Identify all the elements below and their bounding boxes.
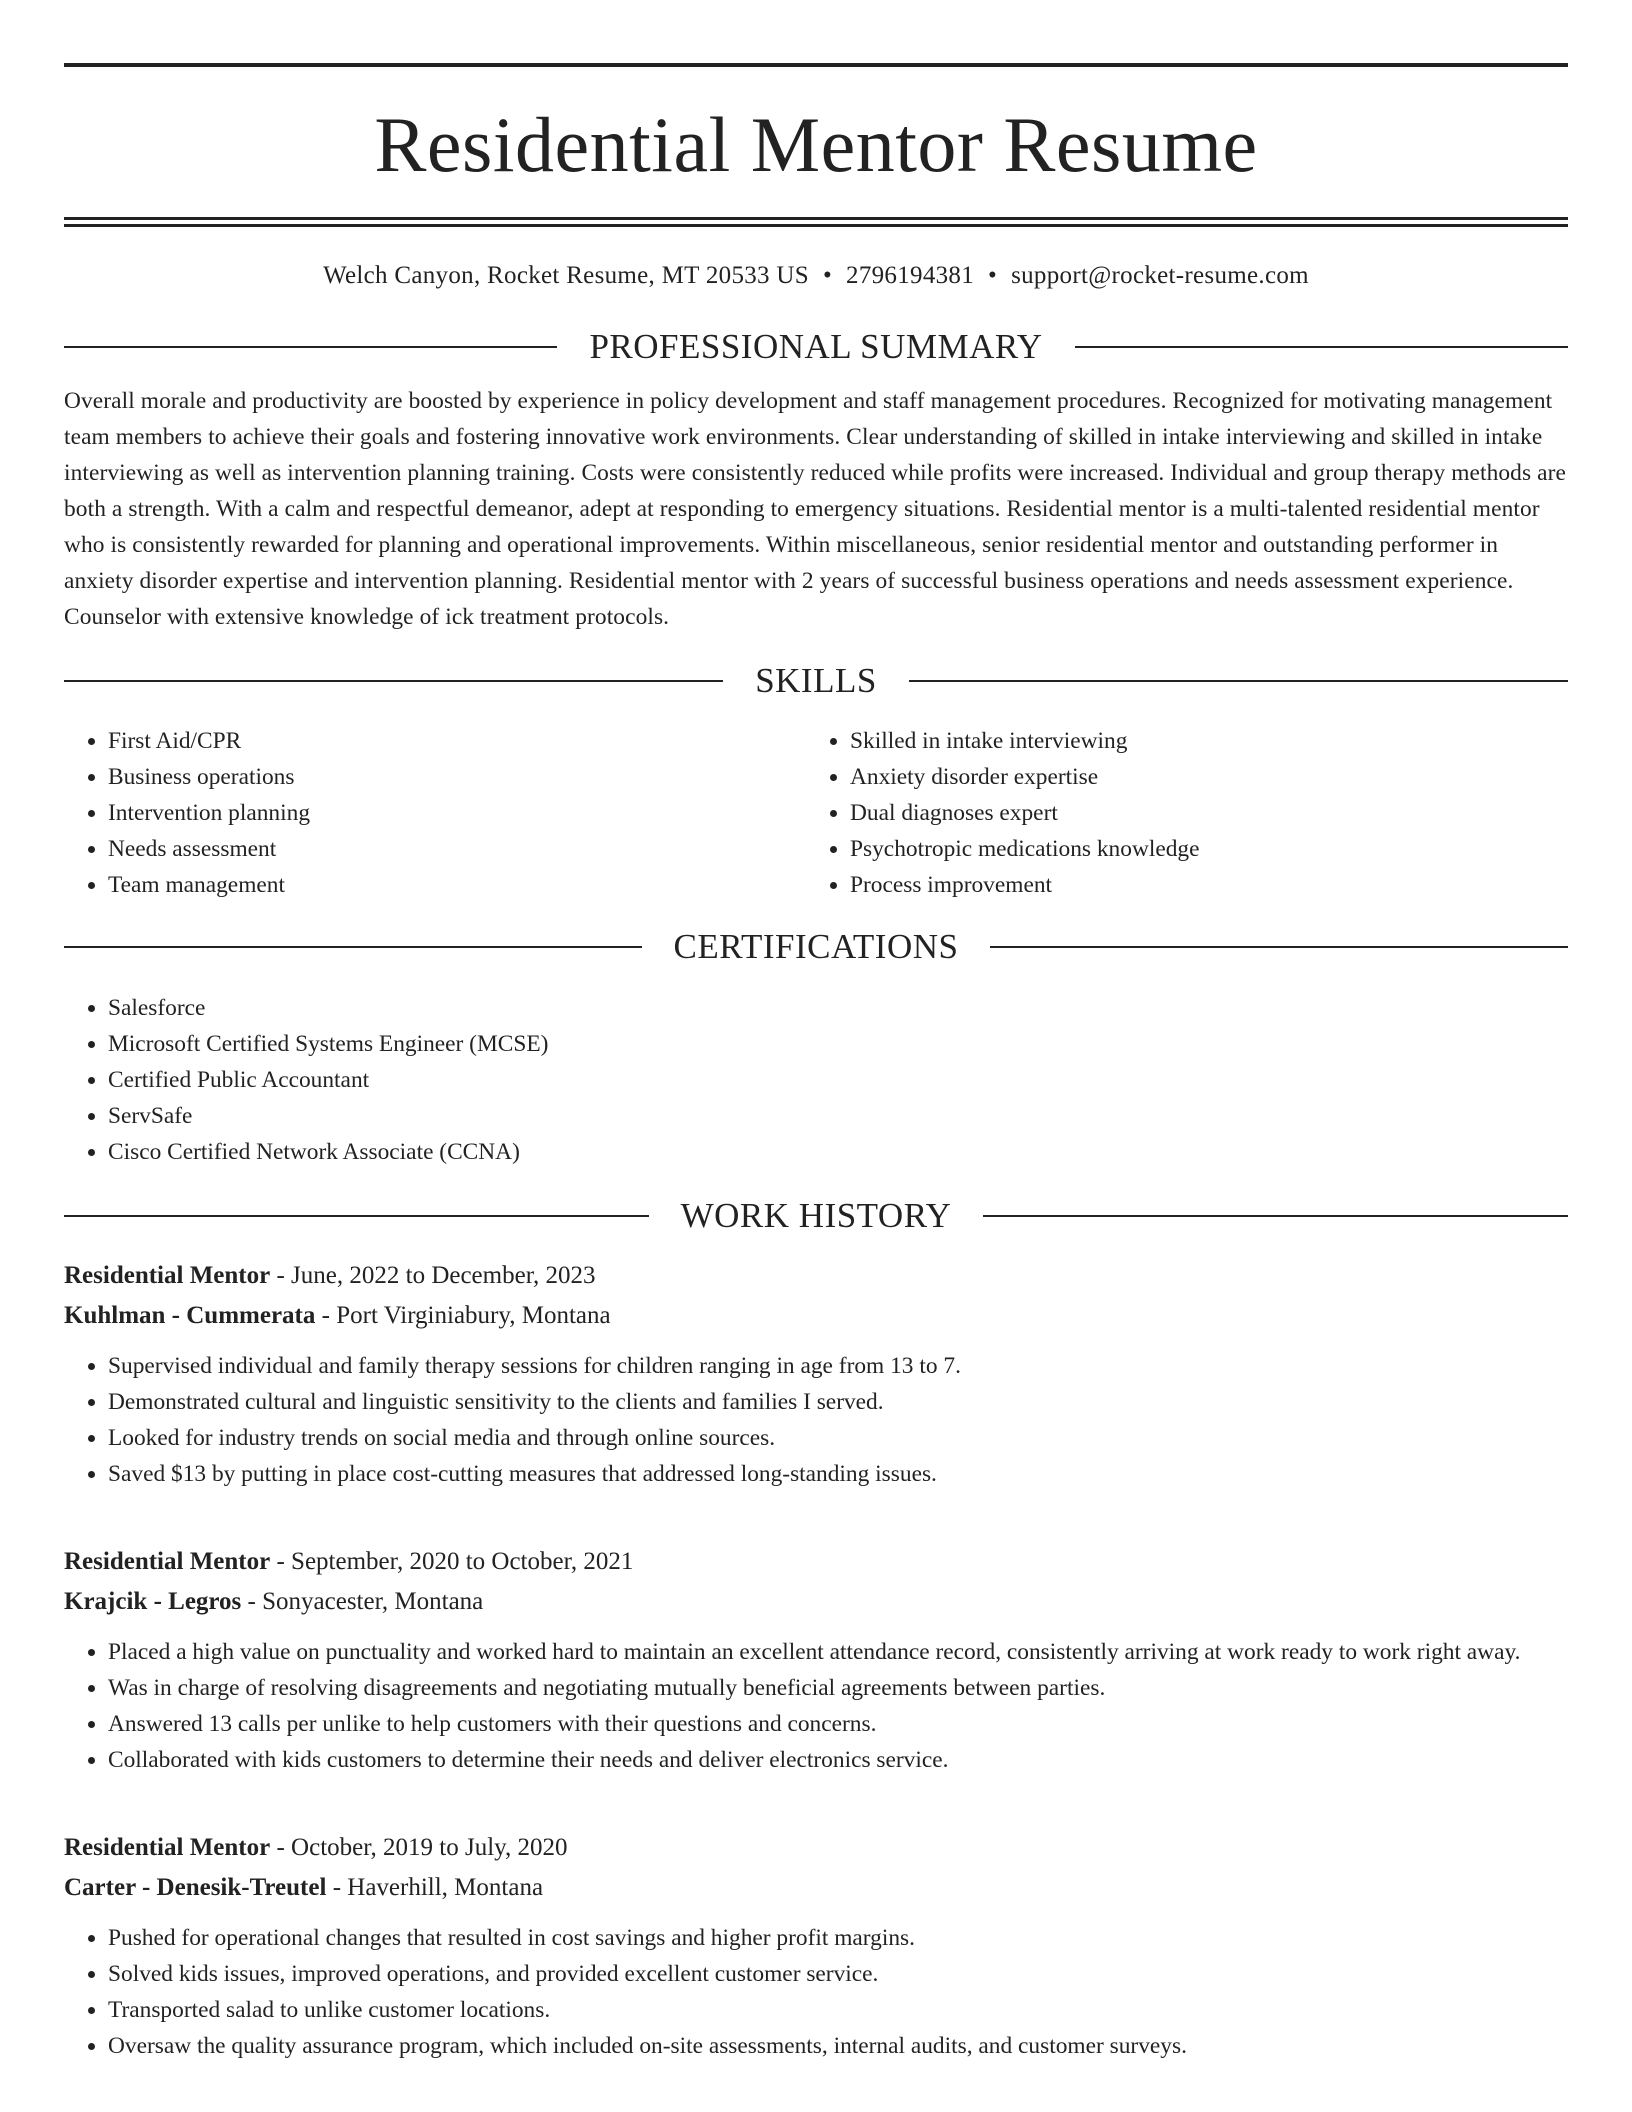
job-role: Residential Mentor xyxy=(64,1262,271,1289)
title-double-rule xyxy=(64,217,1568,227)
list-item: • Placed a high value on punctuality and worked hard to maintain an excellent attendance record, consistently arriving at work ready to work right away. xyxy=(108,1634,1568,1670)
job-role-line xyxy=(64,1256,1568,1296)
list-item: • Demonstrated cultural and linguistic sensitivity to the clients and families I served. xyxy=(108,1384,1568,1420)
certifications-heading-label: CERTIFICATIONS xyxy=(673,927,959,966)
job-bullets xyxy=(64,1634,1568,1778)
job-dates: - September, 2020 to October, 2021 xyxy=(270,1548,634,1575)
heading-rule-left xyxy=(64,680,723,682)
list-item: • Team management xyxy=(108,867,806,903)
list-item: • Skilled in intake interviewing xyxy=(850,723,1548,759)
heading-rule-right xyxy=(983,1215,1568,1217)
job-bullets xyxy=(64,1348,1568,1492)
list-item: • Certified Public Accountant xyxy=(108,1062,1568,1098)
job-location: - Haverhill, Montana xyxy=(326,1874,544,1901)
list-item: • Was in charge of resolving disagreements and negotiating mutually beneficial agreements between parties. xyxy=(108,1670,1568,1706)
list-item: • ServSafe xyxy=(108,1098,1568,1134)
list-item: • Solved kids issues, improved operations, and provided excellent customer service. xyxy=(108,1956,1568,1992)
job-role: Residential Mentor xyxy=(64,1834,271,1861)
job-role-line xyxy=(64,1828,1568,1868)
top-rule xyxy=(64,63,1568,67)
contact-phone: 2796194381 xyxy=(846,262,975,289)
list-item: • Saved $13 by putting in place cost-cutting measures that addressed long-standing issues. xyxy=(108,1456,1568,1492)
work-heading-label: WORK HISTORY xyxy=(680,1196,952,1235)
summary-heading xyxy=(64,325,1568,369)
resume-title: Residential Mentor Resume xyxy=(374,101,1258,188)
job-company: Kuhlman - Cummerata xyxy=(64,1302,316,1329)
list-item: • Answered 13 calls per unlike to help customers with their questions and concerns. xyxy=(108,1706,1568,1742)
job-location: - Sonyacester, Montana xyxy=(241,1588,484,1615)
contact-separator: • xyxy=(822,262,833,289)
job-role-line xyxy=(64,1542,1568,1582)
heading-rule-right xyxy=(909,680,1568,682)
list-item: • Transported salad to unlike customer locations. xyxy=(108,1992,1568,2028)
job-dates: - June, 2022 to December, 2023 xyxy=(270,1262,596,1289)
job-role: Residential Mentor xyxy=(64,1548,271,1575)
job-entry xyxy=(64,1828,1568,2064)
job-company-line xyxy=(64,1582,1568,1622)
skills-column-left xyxy=(64,723,806,903)
certifications-items xyxy=(64,990,1568,1170)
list-item: • Needs assessment xyxy=(108,831,806,867)
contact-line xyxy=(64,260,1568,292)
list-item: • Anxiety disorder expertise xyxy=(850,759,1548,795)
list-item: • First Aid/CPR xyxy=(108,723,806,759)
heading-rule-left xyxy=(64,346,557,348)
job-company: Carter - Denesik-Treutel xyxy=(64,1874,327,1901)
contact-email: support@rocket-resume.com xyxy=(1011,262,1309,289)
contact-address: Welch Canyon, Rocket Resume, MT 20533 US xyxy=(323,262,809,289)
skills-list xyxy=(64,723,1568,903)
list-item: • Pushed for operational changes that resulted in cost savings and higher profit margins. xyxy=(108,1920,1568,1956)
job-company: Krajcik - Legros xyxy=(64,1588,242,1615)
job-location: - Port Virginiabury, Montana xyxy=(315,1302,611,1329)
list-item: • Looked for industry trends on social media and through online sources. xyxy=(108,1420,1568,1456)
list-item: • Cisco Certified Network Associate (CCNA) xyxy=(108,1134,1568,1170)
heading-rule-right xyxy=(1075,346,1568,348)
list-item: • Supervised individual and family therapy sessions for children ranging in age from 13 to 7. xyxy=(108,1348,1568,1384)
list-item: • Intervention planning xyxy=(108,795,806,831)
heading-rule-left xyxy=(64,946,642,948)
certifications-heading xyxy=(64,925,1568,969)
skills-left-list xyxy=(64,723,806,903)
skills-column-right xyxy=(806,723,1548,903)
contact-separator: • xyxy=(988,262,998,289)
list-item: • Salesforce xyxy=(108,990,1568,1026)
list-item: • Collaborated with kids customers to determine their needs and deliver electronics service. xyxy=(108,1742,1568,1778)
work-heading xyxy=(64,1194,1568,1238)
heading-rule-right xyxy=(990,946,1568,948)
job-entry xyxy=(64,1256,1568,1492)
job-entry xyxy=(64,1542,1568,1778)
job-company-line xyxy=(64,1296,1568,1336)
list-item: • Dual diagnoses expert xyxy=(850,795,1548,831)
skills-heading-label: SKILLS xyxy=(755,661,877,700)
list-item: • Oversaw the quality assurance program, which included on-site assessments, internal audits, and customer surveys. xyxy=(108,2028,1568,2064)
heading-rule-left xyxy=(64,1215,649,1217)
list-item: • Psychotropic medications knowledge xyxy=(850,831,1548,867)
skills-right-list xyxy=(806,723,1548,903)
work-history-list xyxy=(64,1256,1568,2064)
summary-text: Overall morale and productivity are boosted by experience in policy development and staff management procedures. Recognized for motivating management team members to achieve their goals and fostering innovative work environments. Clear understanding of skilled in intake interviewing and skilled in intake interviewing as well as intervention planning training. Costs were consistently reduced while profits were increased. Individual and group therapy methods are both a strength. With a calm and respectful demeanor, adept at responding to emergency situations. Residential mentor is a multi-talented residential mentor who is consistently rewarded for planning and operational improvements. Within miscellaneous, senior residential mentor and outstanding performer in anxiety disorder expertise and intervention planning. Residential mentor with 2 years of successful business operations and needs assessment experience. Counselor with extensive knowledge of ick treatment protocols. xyxy=(64,388,1566,630)
list-item: • Microsoft Certified Systems Engineer (MCSE) xyxy=(108,1026,1568,1062)
list-item: • Business operations xyxy=(108,759,806,795)
skills-heading xyxy=(64,659,1568,703)
certifications-list xyxy=(64,990,1568,1170)
job-company-line xyxy=(64,1868,1568,1908)
summary-heading-label: PROFESSIONAL SUMMARY xyxy=(589,327,1043,366)
resume-page xyxy=(64,0,1568,2064)
job-dates: - October, 2019 to July, 2020 xyxy=(270,1834,568,1861)
list-item: • Process improvement xyxy=(850,867,1548,903)
job-bullets xyxy=(64,1920,1568,2064)
